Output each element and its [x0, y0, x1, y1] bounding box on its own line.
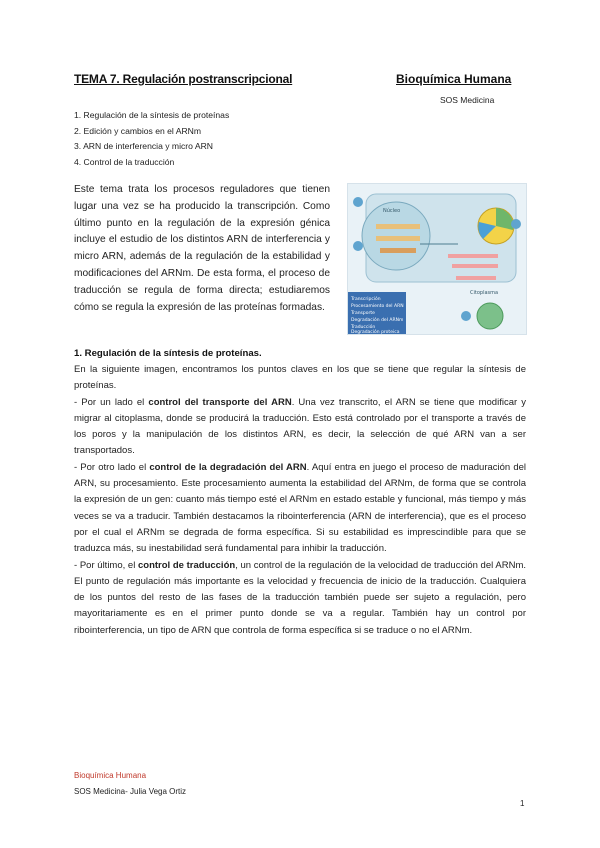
table-of-contents [74, 108, 229, 170]
cytoplasm-label: Citoplasma [470, 290, 499, 296]
toc-item: 4. Control de la traducción [74, 156, 175, 167]
legend-item: Traducción [351, 325, 376, 330]
toc-item: 2. Edición y cambios en el ARNm [74, 125, 202, 136]
section-1-heading: 1. Regulación de la síntesis de proteínas. [74, 348, 262, 359]
bold-term: control de traducción [138, 559, 236, 571]
page-number: 1 [520, 799, 525, 808]
legend-item: Procesamiento del ARN [351, 304, 404, 309]
source-header: SOS Medicina [440, 95, 495, 105]
section-1-body [74, 362, 526, 639]
legend-item: Degradación del ARNm [351, 318, 404, 323]
footer-author: SOS Medicina- Julia Vega Ortiz [74, 787, 187, 796]
bold-term: control del transporte del ARN [148, 396, 292, 408]
gene-regulation-diagram [348, 184, 526, 334]
legend-item: Degradación proteica [351, 330, 400, 334]
footer-subject: Bioquímica Humana [74, 771, 147, 780]
subject-header: Bioquímica Humana [396, 72, 512, 86]
paragraph: - Por un lado el control del transporte del ARN. Una vez transcrito, el ARN se tiene que modificar y migrar al citoplasma, donde se producirá la traducción. Esto está controlado por el transporte a través de los poros y la manipulación de los distintos ARN, es decir, la selección de qué ARN van a ser transportados. [74, 396, 526, 457]
intro-paragraph: Este tema trata los procesos reguladores que tienen lugar una vez se ha producido la transcripción. Como último punto en la regulación de la expresión génica incluye el estudio de los distintos ARN de interferencia y micro ARN, además de la regulación de la estabilidad y modificaciones del ARNm. De esta forma, el proceso de traducción se regula de forma directa; estudiaremos cómo se regula la expresión de las proteínas formadas. [74, 184, 330, 313]
legend-item: Transporte [351, 311, 375, 316]
paragraph: - Por último, el control de traducción, un control de la regulación de la velocidad de traducción del ARNm. El punto de regulación más importante es la velocidad y frecuencia de inicio de la traducción. Cualquiera de los puntos del resto de las fases de la traducción también puede ser sujeto a regulación, pero mayoritariamente es en el primer punto donde se va a regular. También hay un control por ribointerferencia, un tipo de ARN que controla de forma específica si se traduce o no el ARNm. [74, 559, 526, 636]
paragraph: - Por otro lado el control de la degradación del ARN. Aquí entra en juego el proceso de maduración del ARN, su procesamiento. Este procesamiento aumenta la estabilidad del ARNm, de forma que se controla la expresión de un gen: cuanto más tiempo esté el ARNm en estado estable y funcional, más tiempo y más veces se va a traducir. También destacamos la ribointerferencia (ARN de interferencia), que es el proceso por el cual el ARNm se degrada de forma específica. Si su estabilidad es imprescindible para que se traduzca más, su inestabilidad será fundamental para inhibir la traducción. [74, 461, 526, 555]
bold-term: control de la degradación del ARN [149, 461, 307, 473]
document-title: TEMA 7. Regulación postranscripcional [74, 72, 293, 86]
nucleus-label: Núcleo [383, 208, 401, 214]
toc-item: 1. Regulación de la síntesis de proteínas [74, 110, 230, 120]
toc-item: 3. ARN de interferencia y micro ARN [74, 141, 213, 151]
gene-regulation-figure [347, 183, 527, 335]
legend-item: Transcripción [351, 297, 381, 302]
paragraph: En la siguiente imagen, encontramos los puntos claves en los que se tiene que regular la síntesis de proteínas. [74, 364, 526, 392]
